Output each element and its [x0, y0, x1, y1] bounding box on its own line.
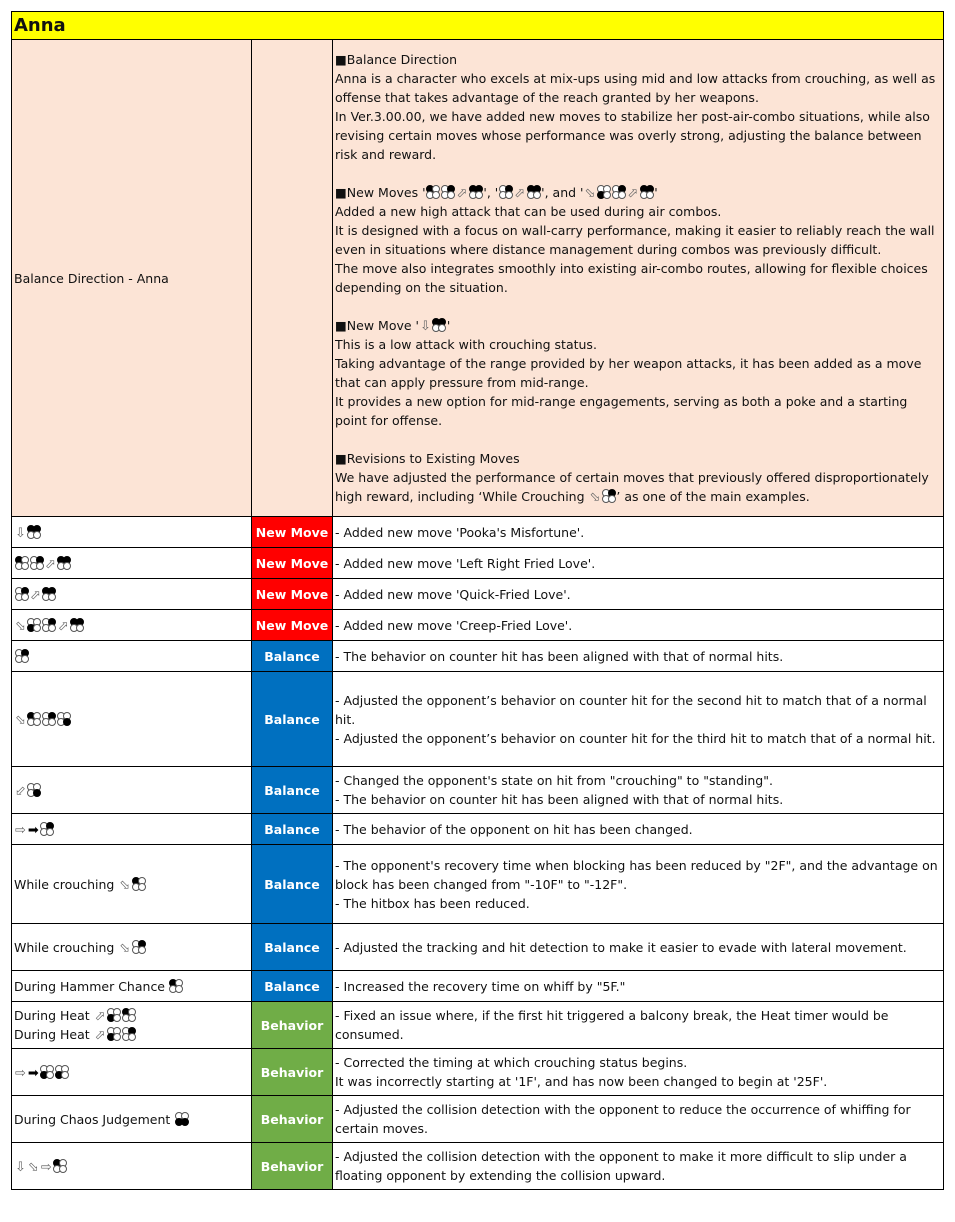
section-line: [335, 221, 941, 259]
up-forward-arrow-icon: ⬀: [514, 186, 526, 201]
button-2-icon: [499, 185, 513, 199]
change-row: [12, 641, 944, 672]
button-2-icon: [15, 649, 29, 663]
section-line: [335, 107, 941, 164]
intro-label: Balance Direction - Anna: [12, 40, 252, 517]
button-1-icon: [15, 556, 29, 570]
description-line: - Added new move 'Creep-Fried Love'.: [335, 617, 573, 633]
button-1-2-icon: [640, 185, 654, 199]
description-line: - The behavior on counter hit has been aligned with that of normal hits.: [335, 648, 784, 664]
change-type-badge: New Move: [252, 517, 333, 548]
change-row: [12, 814, 944, 845]
section-heading: [335, 183, 941, 202]
section-line: [335, 468, 941, 506]
change-type-badge: Balance: [252, 641, 333, 672]
section-heading: [335, 50, 941, 69]
description-line: - Corrected the timing at which crouching status begins.: [335, 1055, 688, 1070]
command-prefix: While crouching: [14, 939, 119, 955]
button-2-icon: [42, 712, 56, 726]
change-type-badge: Balance: [252, 924, 333, 971]
command-line: [14, 1063, 249, 1082]
command-line: [14, 554, 249, 573]
move-command: [12, 814, 252, 845]
section-heading-text: ■New Moves: [335, 185, 419, 200]
move-command: [12, 1049, 252, 1096]
description-line: - Added new move 'Left Right Fried Love'.: [335, 555, 596, 571]
forward-arrow-icon: ⇨: [40, 1159, 52, 1175]
button-1-icon: [169, 979, 183, 993]
button-1-2-icon: [42, 587, 56, 601]
section-line-text: It is designed with a focus on wall-carry performance, making it easier to reliably reach the wall even in situations where distance management during combos was previously difficult.: [335, 223, 935, 257]
description-line: - Adjusted the opponent’s behavior on counter hit for the second hit to match that of a normal hit.: [335, 692, 927, 727]
move-command: [12, 610, 252, 641]
description-line: - The behavior of the opponent on hit has been changed.: [335, 821, 693, 837]
button-3-icon: [27, 618, 41, 632]
change-description: [333, 548, 944, 579]
move-command: [12, 767, 252, 814]
command-line: [14, 1025, 249, 1044]
change-type-badge: New Move: [252, 548, 333, 579]
command-prefix: While crouching: [14, 876, 119, 892]
change-description: [333, 971, 944, 1002]
quote-joiner: ': [411, 318, 419, 333]
section-line: [335, 202, 941, 221]
change-row: [12, 579, 944, 610]
intro-description: [333, 40, 944, 517]
move-command: [12, 672, 252, 767]
quote-joiner: ', ': [483, 185, 499, 200]
change-row: [12, 767, 944, 814]
section-line-text: It provides a new option for mid-range engagements, serving as both a poke and a starting point for offense.: [335, 394, 908, 428]
change-description: [333, 610, 944, 641]
change-row: [12, 971, 944, 1002]
button-1-2-icon: [469, 185, 483, 199]
change-row: [12, 548, 944, 579]
command-prefix: During Hammer Chance: [14, 978, 169, 994]
quote-joiner: ', and ': [541, 185, 584, 200]
change-description: [333, 1049, 944, 1096]
change-row: [12, 845, 944, 924]
character-title: Anna: [12, 12, 944, 40]
change-description: [333, 814, 944, 845]
change-description: [333, 1143, 944, 1190]
quote-joiner: ': [654, 185, 658, 200]
button-1-icon: [132, 877, 146, 891]
down-arrow-icon: ⇩: [15, 525, 26, 541]
command-line: [14, 616, 249, 635]
patch-notes-table: [11, 11, 944, 1190]
command-line: [14, 875, 249, 894]
change-description: [333, 579, 944, 610]
command-prefix: During Heat: [14, 1027, 94, 1042]
button-4-icon: [27, 783, 41, 797]
button-2-icon: [30, 556, 44, 570]
up-forward-arrow-icon: ⬀: [627, 186, 639, 201]
change-type-badge: Behavior: [252, 1143, 333, 1190]
change-row: [12, 1049, 944, 1096]
balance-direction-row: [12, 40, 944, 517]
change-description: [333, 1096, 944, 1143]
command-line: [14, 781, 249, 800]
button-3-icon: [40, 1065, 54, 1079]
description-line: - Adjusted the collision detection with the opponent to reduce the occurrence of whiffing for certain moves.: [335, 1102, 911, 1136]
up-forward-arrow-icon: ⬀: [456, 186, 468, 201]
intro-tag-cell: [252, 40, 333, 517]
up-forward-arrow-icon: ⬀: [30, 587, 41, 603]
section-line-text: In Ver.3.00.00, we have added new moves to stabilize her post-air-combo situations, while also revising certain moves whose performance was overly strong, adjusting the balance between risk and reward.: [335, 109, 930, 162]
down-back-arrow-icon: ⬂: [15, 712, 26, 728]
description-line: - Adjusted the collision detection with the opponent to make it more difficult to slip under a floating opponent by extending the collision upward.: [335, 1149, 907, 1183]
description-line: - Adjusted the tracking and hit detection to make it easier to evade with lateral movement.: [335, 939, 907, 955]
move-command: [12, 1002, 252, 1049]
button-1-2-icon: [527, 185, 541, 199]
change-row: [12, 517, 944, 548]
button-1-icon: [122, 1008, 136, 1022]
up-forward-arrow-icon: ⬀: [57, 618, 69, 634]
up-forward-arrow-icon: ⬀: [94, 1028, 106, 1043]
change-row: [12, 672, 944, 767]
change-type-badge: Balance: [252, 814, 333, 845]
change-type-badge: Balance: [252, 971, 333, 1002]
down-back-arrow-icon: ⬂: [119, 940, 131, 956]
down-back-arrow-icon: ⬂: [15, 618, 26, 634]
change-description: [333, 924, 944, 971]
change-description: [333, 517, 944, 548]
change-description: [333, 767, 944, 814]
move-command: [12, 548, 252, 579]
change-row: [12, 924, 944, 971]
change-description: [333, 845, 944, 924]
command-line: [14, 1110, 249, 1129]
section-line: [335, 259, 941, 297]
description-line: It was incorrectly starting at '1F', and has now been changed to begin at '25F'.: [335, 1074, 828, 1089]
move-command: [12, 1143, 252, 1190]
section-line: [335, 354, 941, 392]
move-command: [12, 1096, 252, 1143]
quote-joiner: ': [418, 185, 426, 200]
down-arrow-icon: ⇩: [15, 1159, 26, 1175]
quote-joiner: ': [446, 318, 451, 333]
change-type-badge: Behavior: [252, 1049, 333, 1096]
section-line-text: Added a new high attack that can be used during air combos.: [335, 204, 722, 219]
change-description: [333, 672, 944, 767]
description-line: - The opponent's recovery time when blocking has been reduced by "2F", and the advantage on block has been changed from "-10F" to "-12F".: [335, 857, 938, 892]
button-1-2-icon: [432, 318, 446, 332]
button-3-4-icon: [175, 1112, 189, 1126]
command-line: [14, 938, 249, 957]
description-line: - Fixed an issue where, if the first hit triggered a balcony break, the Heat timer would be consumed.: [335, 1008, 889, 1042]
command-line: [14, 1157, 249, 1176]
move-command: [12, 924, 252, 971]
button-2-icon: [441, 185, 455, 199]
section-heading-text: ■New Move: [335, 318, 412, 333]
button-2-icon: [122, 1027, 136, 1041]
change-row: [12, 1096, 944, 1143]
button-1-2-icon: [70, 618, 84, 632]
change-description: [333, 641, 944, 672]
section-line-text: We have adjusted the performance of certain moves that previously offered disproportionately high reward, including ‘While Crouching: [335, 470, 929, 504]
change-row: [12, 1143, 944, 1190]
forward-hold-arrow-icon: ➡: [27, 1065, 39, 1081]
description-line: - The behavior on counter hit has been aligned with that of normal hits.: [335, 792, 784, 807]
description-line: - Adjusted the opponent’s behavior on counter hit for the third hit to match that of a normal hit.: [335, 730, 936, 746]
section-line-text: The move also integrates smoothly into existing air-combo routes, allowing for flexible choices depending on the situation.: [335, 261, 928, 295]
change-type-badge: Balance: [252, 672, 333, 767]
move-command: [12, 971, 252, 1002]
description-line: - Added new move 'Pooka's Misfortune'.: [335, 524, 585, 540]
description-line: - Added new move 'Quick-Fried Love'.: [335, 586, 571, 602]
command-line: [14, 820, 249, 839]
button-2-icon: [40, 822, 54, 836]
section-line-text: Anna is a character who excels at mix-ups using mid and low attacks from crouching, as well as offense that takes advantage of the reach granted by her weapons.: [335, 71, 936, 105]
button-2-icon: [42, 618, 56, 632]
change-type-badge: Balance: [252, 767, 333, 814]
change-type-badge: Behavior: [252, 1096, 333, 1143]
move-command: [12, 641, 252, 672]
change-type-badge: Behavior: [252, 1002, 333, 1049]
section-line: [335, 392, 941, 430]
button-2-icon: [612, 185, 626, 199]
button-3-icon: [107, 1008, 121, 1022]
down-back-arrow-icon: ⬂: [27, 1159, 39, 1175]
section-line-text: This is a low attack with crouching status.: [335, 337, 597, 352]
section-line-tail: ’ as one of the main examples.: [616, 489, 810, 504]
section-line: [335, 69, 941, 107]
forward-hold-arrow-icon: ➡: [27, 822, 39, 838]
section-heading-text: ■Revisions to Existing Moves: [335, 451, 520, 466]
section-line: [335, 335, 941, 354]
description-line: - Changed the opponent's state on hit from "crouching" to "standing".: [335, 773, 773, 788]
command-line: [14, 1006, 249, 1025]
change-row: [12, 1002, 944, 1049]
description-line: - Increased the recovery time on whiff by "5F.": [335, 978, 626, 994]
forward-arrow-icon: ⇨: [15, 1065, 26, 1081]
command-line: [14, 977, 249, 996]
section-heading-text: ■Balance Direction: [335, 52, 458, 67]
down-back-arrow-icon: ⬂: [119, 877, 131, 893]
button-2-icon: [132, 940, 146, 954]
command-line: [14, 647, 249, 666]
button-1-2-icon: [57, 556, 71, 570]
move-command: [12, 845, 252, 924]
command-line: [14, 710, 249, 729]
button-3-icon: [107, 1027, 121, 1041]
command-line: [14, 585, 249, 604]
up-forward-arrow-icon: ⬀: [94, 1009, 106, 1024]
section-heading: [335, 316, 941, 335]
change-description: [333, 1002, 944, 1049]
button-2-icon: [602, 489, 616, 503]
description-line: - The hitbox has been reduced.: [335, 895, 530, 911]
section-line-text: Taking advantage of the range provided by her weapon attacks, it has been added as a move that can apply pressure from mid-range.: [335, 356, 922, 390]
command-prefix: During Chaos Judgement: [14, 1111, 175, 1127]
button-1-icon: [53, 1159, 67, 1173]
section-heading: [335, 449, 941, 468]
button-3-icon: [597, 185, 611, 199]
forward-arrow-icon: ⇨: [15, 822, 26, 838]
change-type-badge: New Move: [252, 610, 333, 641]
down-back-arrow-icon: ⬂: [589, 490, 601, 505]
button-1-icon: [426, 185, 440, 199]
move-command: [12, 517, 252, 548]
command-line: [14, 523, 249, 542]
button-4-icon: [57, 712, 71, 726]
down-back-arrow-icon: ⬂: [584, 186, 596, 201]
down-arrow-icon: ⇩: [420, 319, 431, 334]
change-type-badge: Balance: [252, 845, 333, 924]
change-row: [12, 610, 944, 641]
button-2-icon: [15, 587, 29, 601]
button-1-icon: [27, 712, 41, 726]
button-1-2-icon: [27, 525, 41, 539]
up-forward-arrow-icon: ⬀: [45, 556, 56, 572]
change-type-badge: New Move: [252, 579, 333, 610]
down-forward-arrow-icon: ⬃: [15, 783, 26, 799]
button-3-icon: [55, 1065, 69, 1079]
command-prefix: During Heat: [14, 1008, 94, 1023]
move-command: [12, 579, 252, 610]
